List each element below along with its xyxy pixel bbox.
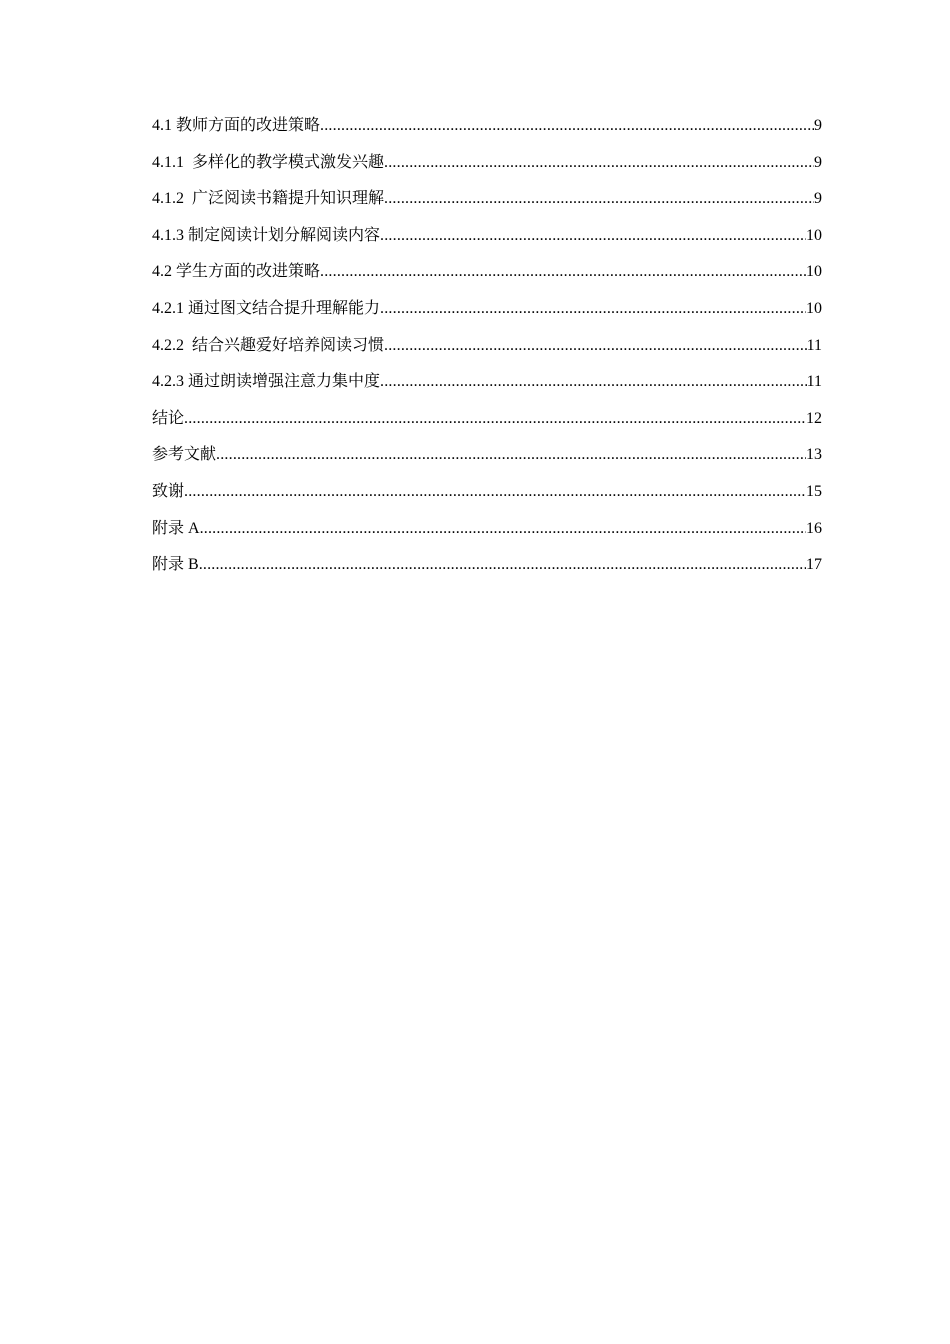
- toc-entry-label: 4.2 学生方面的改进策略: [152, 263, 321, 281]
- toc-page-number: 12: [806, 409, 822, 427]
- toc-page-number: 9: [814, 153, 822, 171]
- toc-entry[interactable]: [152, 149, 822, 186]
- toc-entry[interactable]: [152, 515, 822, 552]
- toc-entry-label: 4.1 教师方面的改进策略: [152, 117, 321, 134]
- toc-entry-label: 4.1.2 广泛阅读书籍提升知识理解: [152, 190, 385, 208]
- toc-entry[interactable]: [152, 258, 822, 295]
- toc-entry-label: 附录 B: [152, 556, 199, 574]
- toc-dot-leader: [384, 185, 814, 213]
- toc-dot-leader: [184, 405, 806, 433]
- toc-dot-leader: [380, 222, 806, 250]
- toc-entry[interactable]: [152, 185, 822, 222]
- toc-page-number: 11: [806, 373, 822, 391]
- toc-dot-leader: [380, 368, 807, 396]
- toc-dot-leader: [184, 478, 806, 506]
- toc-dot-leader: [384, 149, 814, 177]
- toc-page-number: 16: [806, 519, 822, 537]
- toc-dot-leader: [380, 295, 806, 323]
- toc-page-number: 10: [806, 263, 822, 281]
- toc-page-number: 9: [814, 190, 822, 208]
- toc-page-number: 13: [806, 446, 822, 464]
- toc-dot-leader: [200, 515, 806, 543]
- toc-entry[interactable]: [152, 368, 822, 405]
- toc-entry-label: 附录 A: [152, 519, 200, 537]
- toc-entry-label: 4.1.1 多样化的教学模式激发兴趣: [152, 153, 385, 171]
- toc-entry[interactable]: [152, 478, 822, 515]
- toc-entry-label: 参考文献: [152, 446, 217, 464]
- toc-entry[interactable]: [152, 295, 822, 332]
- toc-entry[interactable]: [152, 222, 822, 259]
- toc-page-number: 10: [806, 299, 822, 317]
- toc-page-number: 9: [814, 117, 822, 134]
- toc-page-number: 10: [806, 226, 822, 244]
- toc-entry[interactable]: [152, 405, 822, 442]
- toc-entry-label: 4.2.1 通过图文结合提升理解能力: [152, 299, 381, 317]
- toc-entry[interactable]: [152, 332, 822, 369]
- toc-dot-leader: [320, 112, 814, 140]
- table-of-contents: [152, 112, 822, 588]
- toc-entry-label: 4.1.3 制定阅读计划分解阅读内容: [152, 226, 381, 244]
- toc-dot-leader: [199, 551, 806, 579]
- toc-page-number: 15: [806, 482, 822, 500]
- toc-entry[interactable]: [152, 112, 822, 149]
- toc-dot-leader: [216, 441, 806, 469]
- toc-entry-label: 结论: [152, 409, 185, 427]
- toc-entry[interactable]: [152, 441, 822, 478]
- toc-entry-label: 4.2.2 结合兴趣爱好培养阅读习惯: [152, 336, 385, 354]
- toc-page-number: 17: [806, 556, 822, 574]
- toc-page-number: 11: [806, 336, 822, 354]
- toc-dot-leader: [384, 332, 807, 360]
- toc-entry-label: 致谢: [152, 482, 185, 500]
- toc-dot-leader: [320, 258, 806, 286]
- toc-entry-label: 4.2.3 通过朗读增强注意力集中度: [152, 373, 381, 391]
- toc-entry[interactable]: [152, 551, 822, 588]
